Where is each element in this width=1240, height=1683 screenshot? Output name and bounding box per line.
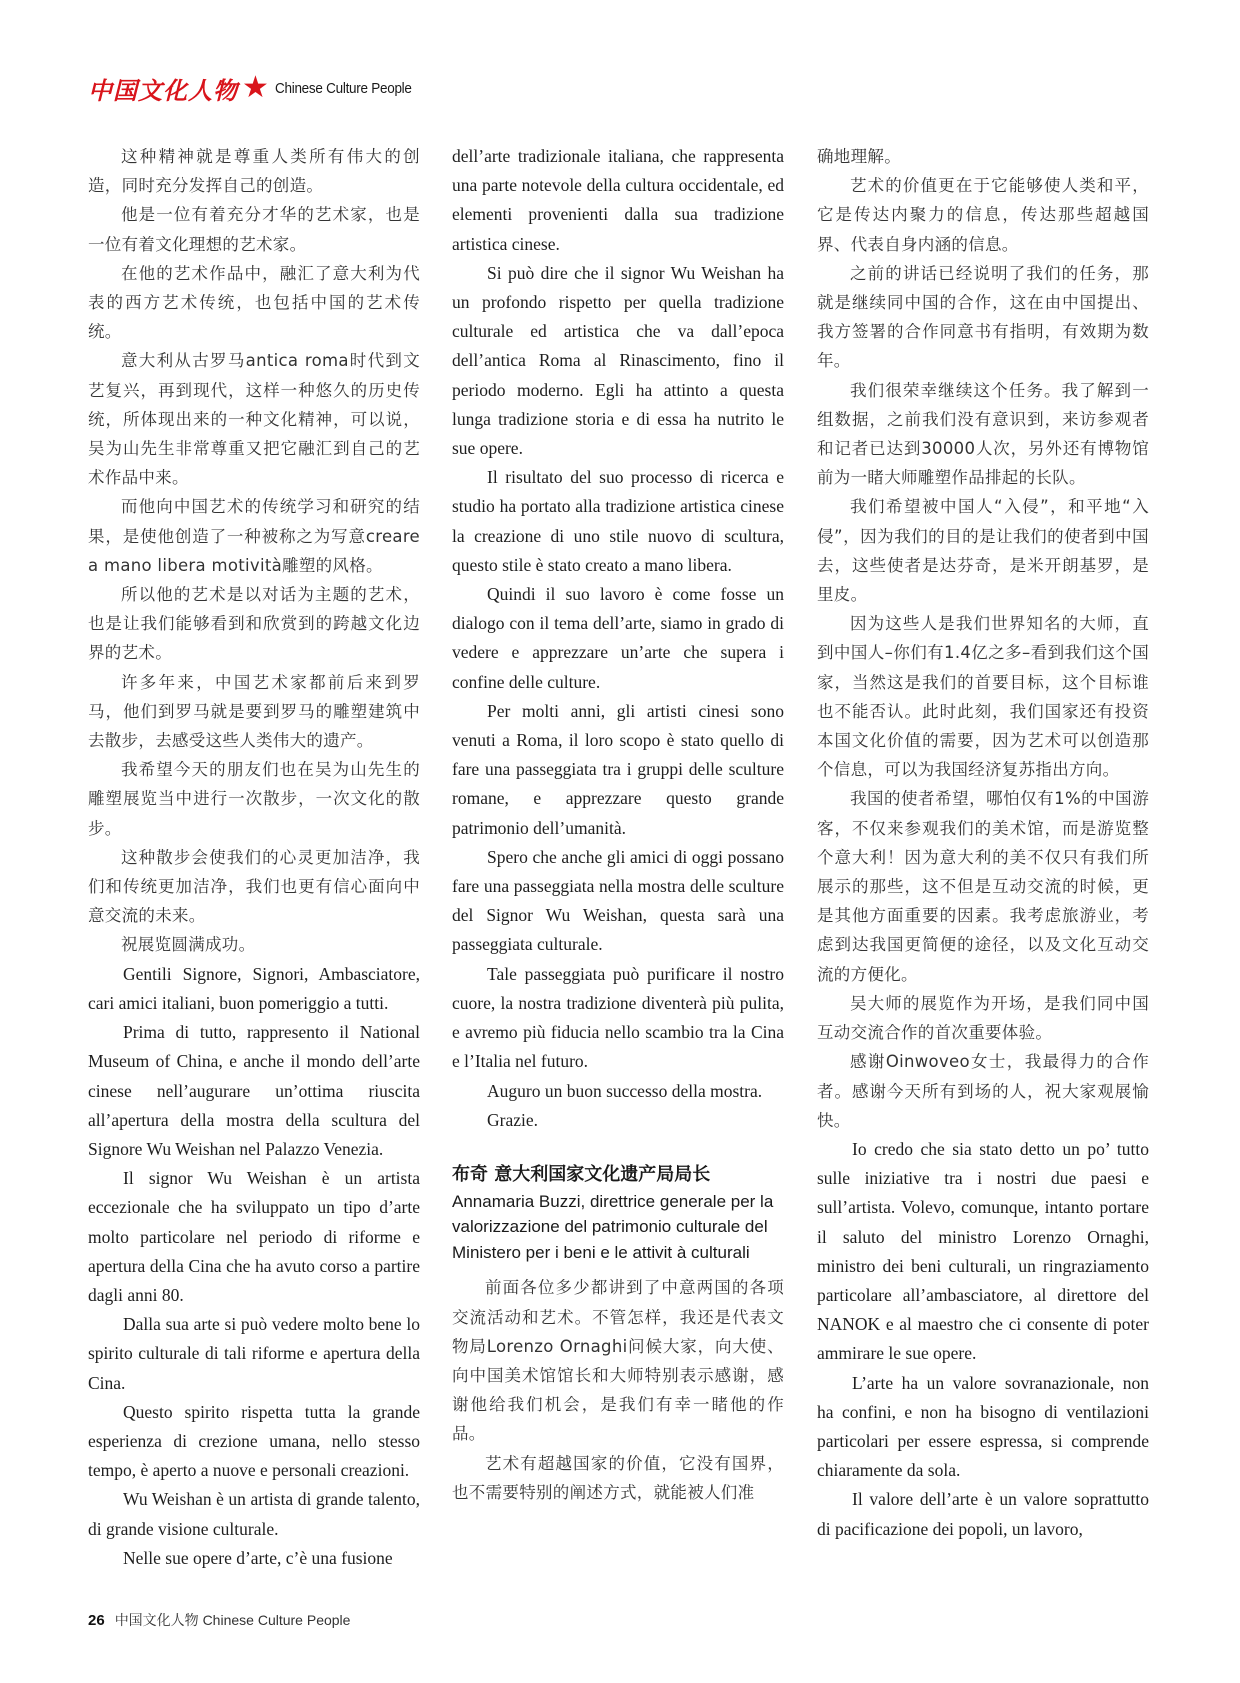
paragraph: Il risultato del suo processo di ricerca e studio ha portato alla tradizione artistica cinese la creazione di uno stile nuovo di scultura, questo stile è stato creato a mano libera. — [452, 467, 784, 575]
paragraph: 意大利从古罗马antica roma时代到文艺复兴，再到现代，这样一种悠久的历史传统，所体现出来的一种文化精神，可以说，吴为山先生非常尊重又把它融汇到自己的艺术作品中来。 — [88, 351, 420, 488]
column-2-paragraphs-after — [452, 1273, 784, 1507]
speaker-section-header — [452, 1161, 784, 1266]
paragraph: Quindi il suo lavoro è come fosse un dialogo con il tema dell’arte, siamo in grado di vedere e apprezzare un’arte che supera i confine delle culture. — [452, 584, 784, 692]
page-footer — [88, 1610, 350, 1630]
column-2-paragraphs — [452, 142, 784, 1135]
paragraph: Tale passeggiata può purificare il nostro cuore, la nostra tradizione diventerà più pulita, e avremo più fiducia nello scambio tra la Cina e l’Italia nel futuro. — [452, 963, 784, 1072]
paragraph: 艺术有超越国家的价值，它没有国界，也不需要特别的阐述方式，就能被人们准 — [452, 1453, 784, 1502]
paragraph: 因为这些人是我们世界知名的大师，直到中国人–你们有1.4亿之多–看到我们这个国家，当然这是我们的首要目标，这个目标谁也不能否认。此时此刻，我们国家还有投资本国文化价值的需要，因为艺术可以创造那个信息，可以为我国经济复苏指出方向。 — [817, 614, 1149, 780]
paragraph: Dalla sua arte si può vedere molto bene lo spirito culturale di tali riforme e apertura della Cina. — [88, 1314, 420, 1393]
paragraph: 之前的讲话已经说明了我们的任务，那就是继续同中国的合作，这在由中国提出、我方签署的合作同意书有指明，有效期为数年。 — [817, 263, 1149, 371]
paragraph: Si può dire che il signor Wu Weishan ha un profondo rispetto per quella tradizione culturale ed artistica che va dall’epoca dell’antica Roma al Rinascimento, fino il periodo moderno. Egli ha attinto a questa lunga tradizione storia e di essa ha nutrito le sue opere. — [452, 262, 784, 459]
paragraph: Il signor Wu Weishan è un artista eccezionale che ha sviluppato un tipo d’arte molto particolare nel periodo di riforme e apertura della Cina che ha avuto corso a partire dagli anni 80. — [88, 1168, 420, 1305]
paragraph: 我们希望被中国人“入侵”，和平地“入侵”，因为我们的目的是让我们的使者到中国去，这些使者是达芬奇，是米开朗基罗，是里皮。 — [817, 497, 1149, 605]
paragraph: 我们很荣幸继续这个任务。我了解到一组数据，之前我们没有意识到，来访参观者和记者已达到30000人次，另外还有博物馆前为一睹大师雕塑作品排起的长队。 — [817, 380, 1149, 488]
paragraph: 许多年来，中国艺术家都前后来到罗马，他们到罗马就是要到罗马的雕塑建筑中去散步，去感受这些人类伟大的遗产。 — [88, 672, 420, 751]
page-number: 26 — [88, 1612, 105, 1629]
paragraph: 我国的使者希望，哪怕仅有1%的中国游客，不仅来参观我们的美术馆，而是游览整个意大利！因为意大利的美不仅只有我们所展示的那些，这不但是互动交流的时候，更是其他方面重要的因素。我考虑旅游业，考虑到达我国更简便的途径，以及文化互动交流的方便化。 — [817, 789, 1149, 984]
paragraph: 前面各位多少都讲到了中意两国的各项交流活动和艺术。不管怎样，我还是代表文物局Lorenzo Ornaghi问候大家，向大使、向中国美术馆馆长和大师特别表示感谢，感谢他给我们机会，是我们有幸一睹他的作品。 — [452, 1278, 784, 1444]
paragraph: 感谢Oinwoveo女士，我最得力的合作者。感谢今天所有到场的人，祝大家观展愉快。 — [817, 1052, 1149, 1130]
paragraph: 他是一位有着充分才华的艺术家，也是一位有着文化理想的艺术家。 — [88, 205, 420, 254]
masthead — [88, 70, 427, 106]
paragraph: Wu Weishan è un artista di grande talento, di grande visione culturale. — [88, 1489, 420, 1539]
text-column-1 — [88, 142, 420, 1573]
footer-publication: 中国文化人物 Chinese Culture People — [114, 1612, 351, 1628]
paragraph: Nelle sue opere d’arte, c’è una fusione — [123, 1547, 393, 1568]
paragraph: Questo spirito rispetta tutta la grande esperienza di crezione umana, nello stesso tempo, è aperto a nuove e personali creazioni. — [88, 1401, 420, 1481]
red-star-icon: ★ — [242, 71, 269, 104]
paragraph: Spero che anche gli amici di oggi possano fare una passeggiata nella mostra delle sculture del Signor Wu Weishan, questa sarà una passeggiata culturale. — [452, 846, 784, 955]
masthead-title-cn: 中国文化人物 — [88, 75, 238, 105]
paragraph: 艺术的价值更在于它能够使人类和平，它是传达内聚力的信息，传达那些超越国界、代表自身内涵的信息。 — [817, 176, 1149, 254]
paragraph: L’arte ha un valore sovranazionale, non ha confini, e non ha bisogno di ventilazioni particolari per essere espressa, si comprende chiaramente da sola. — [817, 1372, 1149, 1481]
paragraph: Grazie. — [487, 1109, 539, 1130]
paragraph: 吴大师的展览作为开场，是我们同中国互动交流合作的首次重要体验。 — [817, 993, 1149, 1043]
masthead-title-en: Chinese Culture People — [274, 79, 412, 97]
paragraph: 而他向中国艺术的传统学习和研究的结果，是使他创造了一种被称之为写意creare a mano libera motività雕塑的风格。 — [88, 497, 420, 575]
paragraph: dell’arte tradizionale italiana, che rappresenta una parte notevole della cultura occidentale, ed elementi provenienti dalla sua tradizione artistica cinese. — [452, 146, 784, 254]
paragraph: Auguro un buon successo della mostra. — [487, 1080, 763, 1101]
paragraph: Io credo che sia stato detto un po’ tutto sulle iniziative tra i nostri due paesi e sull’artista. Volevo, comunque, intanto portare il saluto del ministro Lorenzo Ornaghi, ministro dei beni culturali, un ringraziamento particolare all’ambasciatore, al direttore del NANOK e al maestro che ci consente di poter ammirare le sue opere. — [817, 1138, 1149, 1364]
paragraph: 这种精神就是尊重人类所有伟大的创造，同时充分发挥自己的创造。 — [88, 147, 420, 196]
speaker-heading-it: Annamaria Buzzi, direttrice generale per la valorizzazione del patrimonio culturale del Ministero per i beni e le attivit à culturali — [452, 1191, 774, 1262]
paragraph: 我希望今天的朋友们也在吴为山先生的雕塑展览当中进行一次散步，一次文化的散步。 — [88, 760, 420, 838]
paragraph: 这种散步会使我们的心灵更加洁净，我们和传统更加洁净，我们也更有信心面向中意交流的未来。 — [88, 847, 420, 926]
speaker-heading-cn: 布奇 意大利国家文化遗产局局长 — [452, 1163, 711, 1185]
paragraph: Per molti anni, gli artisti cinesi sono venuti a Roma, il loro scopo è stato quello di fare una passeggiata tra i gruppi delle sculture romane, e apprezzare questo grande patrimonio dell’umanità. — [452, 700, 784, 838]
text-column-2 — [452, 142, 784, 1507]
paragraph: Prima di tutto, rappresento il National Museum of China, e anche il mondo dell’arte cinese nell’augurare un’ottima riuscita all’apertura della mostra della scultura del Signore Wu Weishan nel Palazzo Venezia. — [88, 1022, 420, 1159]
paragraph: 所以他的艺术是以对话为主题的艺术，也是让我们能够看到和欣赏到的跨越文化边界的艺术。 — [88, 585, 420, 663]
paragraph: 祝展览圆满成功。 — [121, 935, 256, 955]
text-column-3 — [817, 142, 1149, 1544]
paragraph: Gentili Signore, Signori, Ambasciatore, cari amici italiani, buon pomeriggio a tutti. — [88, 963, 420, 1013]
paragraph: Il valore dell’arte è un valore soprattutto di pacificazione dei popoli, un lavoro, — [817, 1489, 1149, 1539]
paragraph: 在他的艺术作品中，融汇了意大利为代表的西方艺术传统，也包括中国的艺术传统。 — [88, 263, 420, 342]
paragraph: 确地理解。 — [817, 147, 901, 166]
